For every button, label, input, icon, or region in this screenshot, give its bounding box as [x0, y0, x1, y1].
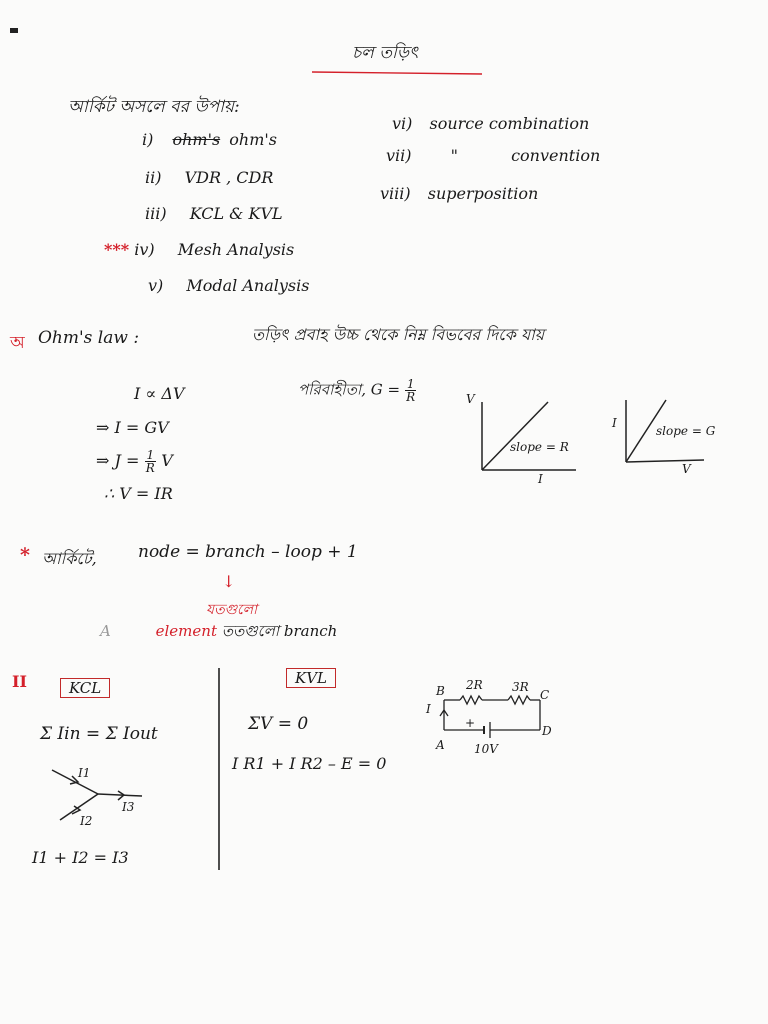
- graph2: [626, 400, 704, 462]
- method-num: ii): [145, 168, 162, 187]
- circuit-current: I: [426, 702, 431, 716]
- method-text: source combination: [429, 114, 590, 133]
- method-num: v): [148, 276, 164, 295]
- kcl-branch-3: [98, 794, 142, 796]
- corner-mark: [10, 28, 18, 33]
- method-text: ohm's: [229, 130, 277, 149]
- resistor-2r: [460, 696, 482, 704]
- note-rest: ততগুলো branch: [221, 622, 338, 640]
- ohm-statement: তড়িৎ প্রবাহ উচ্চ থেকে নিম্ন বিভবের দিকে যায়: [252, 325, 545, 344]
- graph2-x-axis: [626, 460, 704, 462]
- method-text: Mesh Analysis: [177, 240, 295, 259]
- strike-text: ohm's: [172, 130, 221, 149]
- conductance-label: পরিবাহীতা, G =: [298, 380, 401, 399]
- eq-lhs: ⇒ J =: [96, 451, 140, 470]
- kvl-label: KVL: [286, 668, 336, 688]
- fraction-num: 1: [406, 377, 415, 391]
- circuit-node-d: D: [542, 724, 552, 738]
- ohm-eq-vir: ∴ V = IR: [104, 484, 173, 503]
- note-prefix: A: [100, 622, 111, 640]
- graph2-line: [626, 400, 666, 462]
- kcl-i2: I2: [80, 814, 93, 828]
- graph2-y-label: I: [612, 416, 617, 430]
- kcl-marker: II: [12, 672, 27, 691]
- method-text: VDR , CDR: [184, 168, 274, 187]
- priority-mark: ***: [104, 240, 130, 259]
- circuit-r2: 3R: [512, 680, 529, 694]
- node-formula: node = branch – loop + 1: [138, 542, 358, 562]
- graph1-x-label: I: [538, 472, 543, 486]
- down-arrow: ↓: [222, 572, 236, 591]
- method-suffix: convention: [511, 146, 601, 165]
- graph2-x-label: V: [682, 462, 691, 476]
- eq-rhs: V: [161, 451, 173, 470]
- graph1-slope: slope = R: [510, 440, 569, 454]
- ohm-heading: Ohm's law :: [38, 328, 140, 348]
- method-num: i): [142, 130, 154, 149]
- title-underline: [312, 72, 482, 74]
- fraction-num: 1: [146, 448, 155, 462]
- circuit-node-b: B: [436, 684, 445, 698]
- method-num: iii): [145, 204, 167, 223]
- kcl-sum: I1 + I2 = I3: [32, 848, 129, 867]
- kcl-label: KCL: [60, 678, 110, 698]
- graph1-line: [482, 402, 548, 470]
- circuit-emf: 10V: [474, 742, 498, 756]
- page-title: চল তড়িৎ: [352, 43, 419, 63]
- circuit-node-a: A: [436, 738, 445, 752]
- resistor-3r: [508, 696, 530, 704]
- graph2-slope: slope = G: [656, 424, 716, 438]
- ohm-eq-gv: ⇒ I = GV: [96, 418, 169, 437]
- method-text: ": [450, 146, 458, 165]
- kcl-branch-2: [60, 794, 98, 820]
- ohm-eq-proportional: I ∝ ΔV: [134, 384, 185, 403]
- method-num: vi): [392, 114, 413, 133]
- node-label: আর্কিটে,: [42, 549, 97, 568]
- graph1: [482, 402, 576, 470]
- method-num: viii): [380, 184, 411, 203]
- note-element: element: [155, 622, 217, 640]
- kcl-equation: Σ Iin = Σ Iout: [40, 724, 158, 744]
- kcl-junction: [52, 770, 142, 820]
- method-text: superposition: [427, 184, 539, 203]
- method-text: KCL & KVL: [189, 204, 283, 223]
- kcl-i1: I1: [78, 766, 91, 780]
- kvl-circuit: [440, 696, 540, 738]
- method-text: Modal Analysis: [186, 276, 310, 295]
- star-marker: *: [20, 544, 30, 566]
- kvl-loop-equation: I R1 + I R2 – E = 0: [232, 754, 387, 773]
- node-note-red: যতগুলো: [206, 602, 258, 618]
- method-num: iv): [134, 240, 155, 259]
- fraction-den: R: [406, 390, 416, 404]
- methods-heading: আর্কিট অসলে বর উপায়:: [68, 97, 240, 117]
- graph1-y-label: V: [466, 392, 475, 406]
- circuit-node-c: C: [540, 688, 550, 702]
- method-num: vii): [386, 146, 412, 165]
- circuit-plus: +: [465, 716, 476, 730]
- fraction-den: R: [145, 461, 155, 475]
- circuit-r1: 2R: [466, 678, 483, 692]
- ohm-marker: অ: [10, 333, 25, 353]
- kvl-equation: ΣV = 0: [248, 714, 309, 734]
- kcl-i3: I3: [122, 800, 135, 814]
